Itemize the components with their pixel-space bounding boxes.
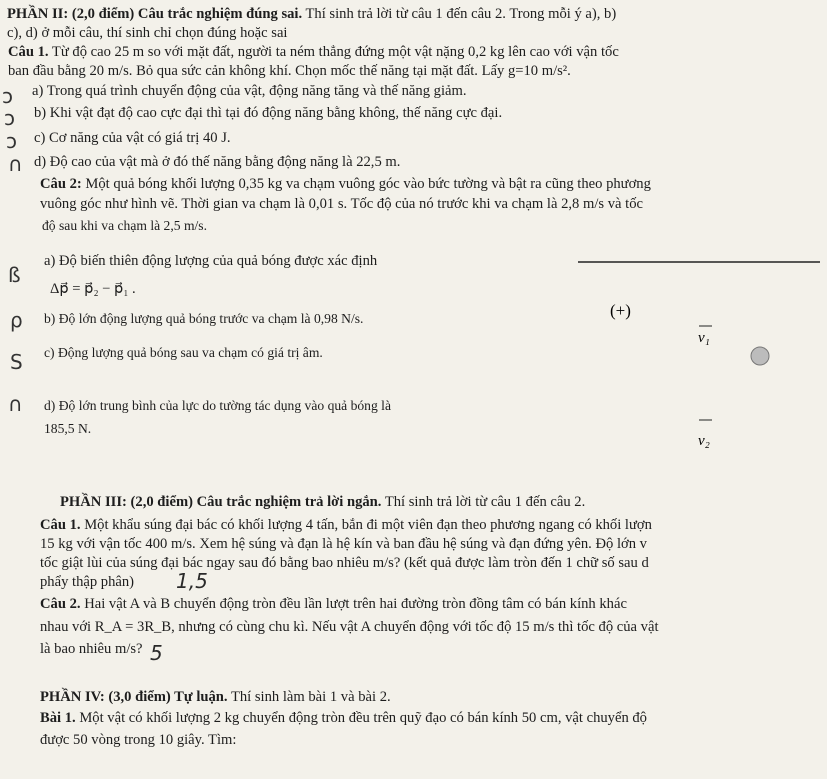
p3-q1-text: Một khẩu súng đại bác có khối lượng 4 tấn, bắn đi một viên đạn theo phương ngang có khối lượn [80,517,652,533]
p2-q2-c: c) Động lượng quả bóng sau va chạm có giá trị âm. [44,345,323,360]
p3-q1-line2: 15 kg với vận tốc 400 m/s. Xem hệ súng và đạn là hệ kín và ban đầu hệ súng và đạn đứng yên. Độ lớn v [40,536,647,552]
p2-q1-label: Câu 1. [8,44,49,60]
margin-mark: ↄ [2,84,13,108]
part4-header-bold: PHẦN IV: (3,0 điểm) Tự luận. [40,689,228,705]
p4-b1-line2: được 50 vòng trong 10 giây. Tìm: [40,732,237,748]
margin-mark: ↄ [6,129,17,153]
margin-mark: ∩ [8,152,23,176]
margin-mark: ß [8,263,21,287]
p3-q2-line2: nhau với R_A = 3R_B, nhưng có cùng chu kì. Nếu vật A chuyển động với tốc độ 15 m/s thì tốc độ của vật [40,619,659,635]
v1-label: v₁ [698,330,710,346]
part2-header-bold: PHẦN II: (2,0 điểm) Câu trắc nghiệm đúng sai. [7,6,303,22]
p2-q2-label: Câu 2: [40,176,82,192]
margin-mark: ↄ [4,106,15,130]
margin-mark: S [10,350,23,374]
p2-q2-b: b) Độ lớn động lượng quả bóng trước va chạm là 0,98 N/s. [44,311,364,326]
p3-q1-line1 [40,516,652,534]
handwritten-answer-1: 1,5 [176,569,208,593]
p2-q1-d: d) Độ cao của vật mà ở đó thế năng bằng động năng là 22,5 m. [34,154,401,170]
p4-b1-label: Bài 1. [40,710,76,726]
p3-q2-label: Câu 2. [40,596,81,612]
part3-header [60,493,585,511]
p3-q1-label: Câu 1. [40,517,81,533]
part2-header [7,5,616,23]
part3-header-rest: Thí sinh trả lời từ câu 1 đến câu 2. [381,494,586,510]
p4-b1-text: Một vật có khối lượng 2 kg chuyển động tròn đều trên quỹ đạo có bán kính 50 cm, vật chuyển độ [75,710,647,726]
p2-q1-b: b) Khi vật đạt độ cao cực đại thì tại đó động năng bằng không, thế năng cực đại. [34,105,503,121]
p2-q1-line1 [8,43,619,61]
p3-q2-text: Hai vật A và B chuyển động tròn đều lần lượt trên hai đường tròn đồng tâm có bán kính khác [80,596,627,612]
p2-q1-c: c) Cơ năng của vật có giá trị 40 J. [34,130,231,146]
ball-wall-figure [560,250,827,470]
part3-header-bold: PHẦN III: (2,0 điểm) Câu trắc nghiệm trả lời ngắn. [60,494,382,510]
p2-q2-a2: Δp⃗ = p⃗₂ − p⃗₁ . [50,281,136,297]
margin-mark: ∩ [8,392,23,416]
p3-q1-line3: tốc giật lùi của súng đại bác ngay sau đó bằng bao nhiêu m/s? (kết quả được làm tròn đến 1 chữ số sau d [40,555,649,571]
p2-q1-line2: ban đầu bằng 20 m/s. Bỏ qua sức cản không khí. Chọn mốc thế năng tại mặt đất. Lấy g=10 m/s². [8,63,571,79]
part2-header-rest: Thí sinh trả lời từ câu 1 đến câu 2. Trong mỗi ý a), b) [302,6,617,22]
p4-b1-line1 [40,709,647,727]
handwritten-answer-2: 5 [150,641,163,665]
p2-q1-a: a) Trong quá trình chuyển động của vật, động năng tăng và thế năng giảm. [32,83,467,99]
v2-label: v₂ [698,433,710,449]
p2-q1-text: Từ độ cao 25 m so với mặt đất, người ta ném thẳng đứng một vật nặng 0,2 kg lên cao với vận tốc [48,44,619,60]
p2-q2-d2: 185,5 N. [44,421,92,436]
p2-q2-a1: a) Độ biến thiên động lượng của quả bóng được xác định [44,253,378,269]
part2-header-line2: c), d) ở mỗi câu, thí sinh chỉ chọn đúng hoặc sai [7,25,288,41]
positive-direction-label: (+) [610,301,631,320]
p3-q2-line3: là bao nhiêu m/s? [40,641,143,657]
p2-q2-line1 [40,175,651,193]
p3-q1-line4: phẩy thập phân) [40,574,135,590]
part4-header [40,688,391,706]
p2-q2-text: Một quả bóng khối lượng 0,35 kg va chạm vuông góc vào bức tường và bật ra cũng theo phương [81,176,651,192]
p2-q2-line3: độ sau khi va chạm là 2,5 m/s. [42,218,207,233]
p3-q2-line1 [40,595,627,613]
part4-header-rest: Thí sinh làm bài 1 và bài 2. [227,689,391,705]
p2-q2-d1: d) Độ lớn trung bình của lực do tường tác dụng vào quả bóng là [44,398,391,413]
margin-mark: ρ [10,308,23,332]
p2-q2-line2: vuông góc như hình vẽ. Thời gian va chạm là 0,01 s. Tốc độ của nó trước khi va chạm là 2,8 m/s và tốc [40,196,643,212]
ball-icon [751,347,769,365]
